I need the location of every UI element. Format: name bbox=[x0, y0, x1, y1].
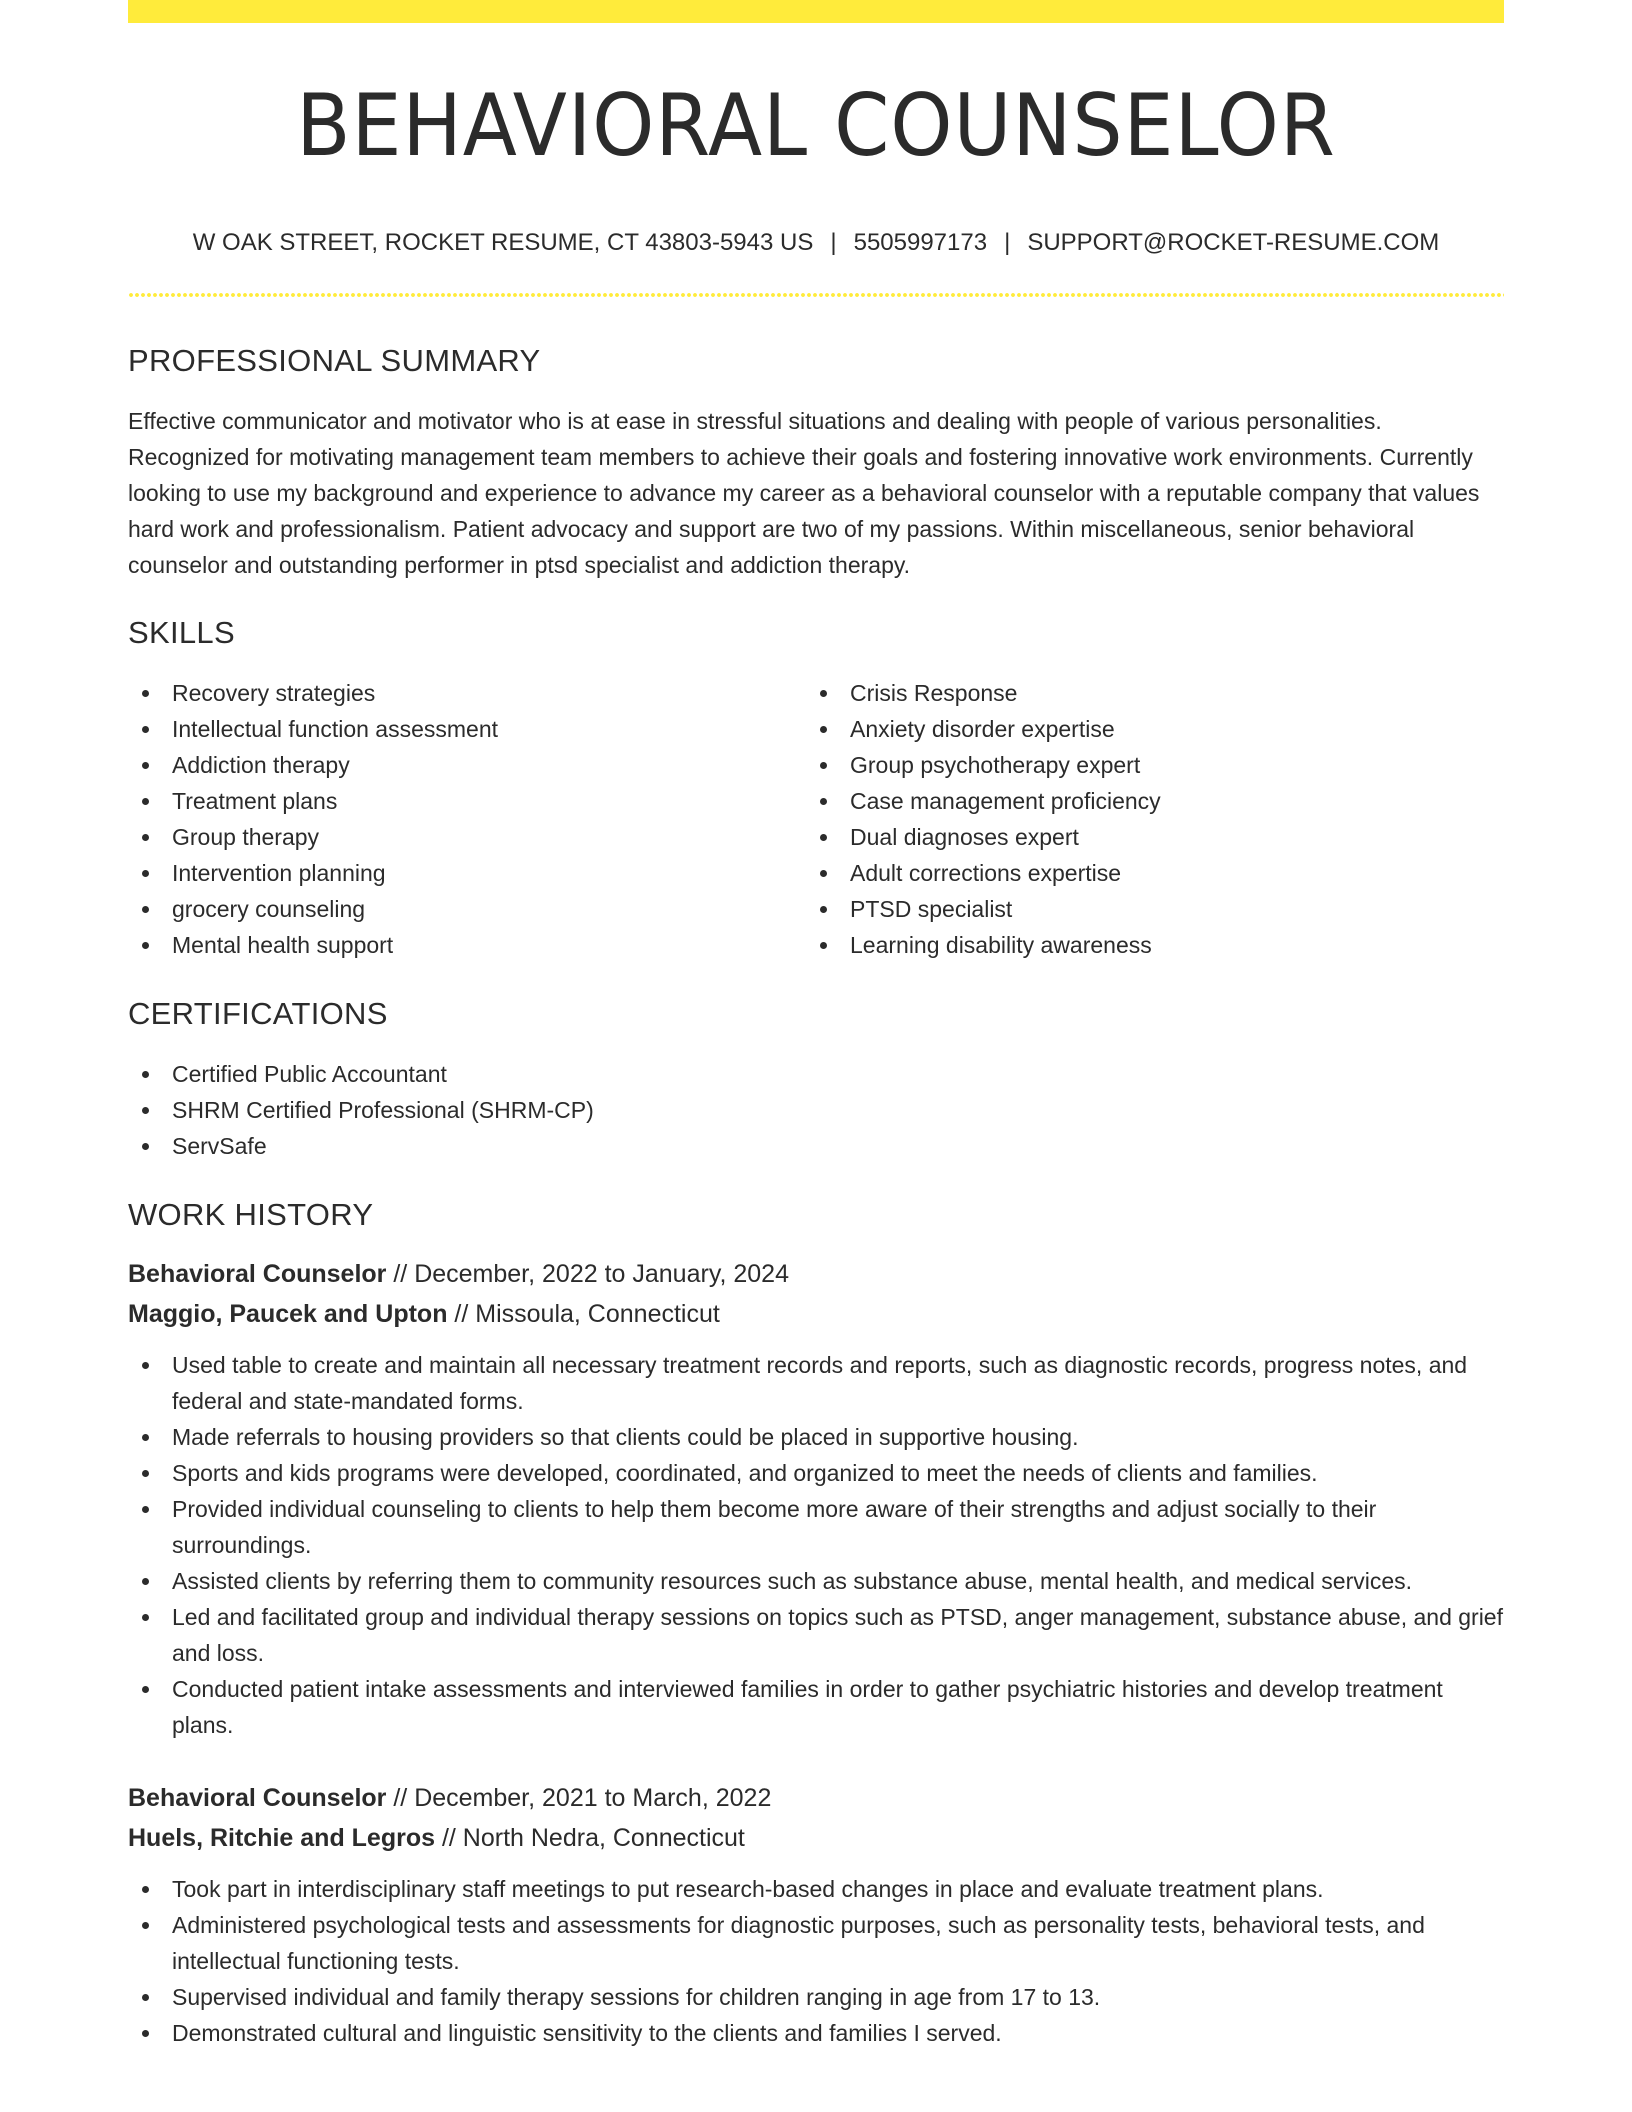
job-company: Maggio, Paucek and Upton bbox=[128, 1300, 448, 1328]
accent-top-bar bbox=[128, 0, 1504, 23]
certification-item: SHRM Certified Professional (SHRM-CP) bbox=[128, 1092, 1504, 1128]
certification-item: Certified Public Accountant bbox=[128, 1056, 1504, 1092]
job-bullet: Administered psychological tests and assessments for diagnostic purposes, such as personality tests, behavioral tests, and intellectual functioning tests. bbox=[128, 1907, 1504, 1979]
contact-email[interactable]: SUPPORT@ROCKET-RESUME.COM bbox=[1027, 229, 1440, 256]
job-bullets bbox=[128, 1347, 1504, 1743]
skills-column-left bbox=[128, 675, 806, 963]
work-history-heading: WORK HISTORY bbox=[128, 1197, 374, 1232]
skill-item: Addiction therapy bbox=[128, 747, 806, 783]
dotted-divider bbox=[128, 293, 1504, 297]
job-role: Behavioral Counselor bbox=[128, 1784, 387, 1812]
job-bullet: Demonstrated cultural and linguistic sensitivity to the clients and families I served. bbox=[128, 2015, 1504, 2051]
job-bullet: Provided individual counseling to clients to help them become more aware of their strengths and adjust socially to their surroundings. bbox=[128, 1491, 1504, 1563]
contact-phone[interactable]: 5505997173 bbox=[853, 229, 988, 256]
skill-item: Case management proficiency bbox=[806, 783, 1484, 819]
job-dates: // December, 2022 to January, 2024 bbox=[386, 1260, 789, 1288]
certifications-list bbox=[128, 1056, 1504, 1164]
contact-line bbox=[128, 231, 1504, 255]
candidate-name: BEHAVIORAL COUNSELOR bbox=[296, 76, 1336, 176]
skill-item: Adult corrections expertise bbox=[806, 855, 1484, 891]
contact-address: W OAK STREET, ROCKET RESUME, CT 43803-5943 US bbox=[192, 229, 814, 256]
contact-separator: | bbox=[1004, 229, 1011, 256]
job-bullets bbox=[128, 1871, 1504, 2051]
job-title-line bbox=[128, 1254, 1504, 1294]
skills-heading: SKILLS bbox=[128, 615, 235, 650]
job-company-line bbox=[128, 1294, 1504, 1334]
skill-item: Group psychotherapy expert bbox=[806, 747, 1484, 783]
job-company-line bbox=[128, 1818, 1504, 1858]
skill-item: Anxiety disorder expertise bbox=[806, 711, 1484, 747]
skill-item: grocery counseling bbox=[128, 891, 806, 927]
skill-item: Treatment plans bbox=[128, 783, 806, 819]
resume-page bbox=[128, 0, 1504, 2051]
skill-item: Crisis Response bbox=[806, 675, 1484, 711]
job-role: Behavioral Counselor bbox=[128, 1260, 387, 1288]
skill-item: Intervention planning bbox=[128, 855, 806, 891]
job-company: Huels, Ritchie and Legros bbox=[128, 1824, 436, 1852]
summary-heading: PROFESSIONAL SUMMARY bbox=[128, 343, 541, 378]
certifications-heading: CERTIFICATIONS bbox=[128, 996, 388, 1031]
skill-item: Intellectual function assessment bbox=[128, 711, 806, 747]
job-bullet: Took part in interdisciplinary staff meetings to put research-based changes in place and evaluate treatment plans. bbox=[128, 1871, 1504, 1907]
summary-text: Effective communicator and motivator who is at ease in stressful situations and dealing with people of various personalities. Recognized for motivating management team members to achieve their goals and fostering innovative work environments. Currently looking to use my background and experience to advance my career as a behavioral counselor with a reputable company that values hard work and professionalism. Patient advocacy and support are two of my passions. Within miscellaneous, senior behavioral counselor and outstanding performer in ptsd specialist and addiction therapy. bbox=[128, 408, 1480, 578]
skill-item: Recovery strategies bbox=[128, 675, 806, 711]
job-location: // Missoula, Connecticut bbox=[447, 1300, 720, 1328]
contact-separator: | bbox=[830, 229, 837, 256]
skills-column-right bbox=[806, 675, 1484, 963]
job-dates: // December, 2021 to March, 2022 bbox=[386, 1784, 772, 1812]
skills-grid bbox=[128, 675, 1504, 963]
job-bullet: Used table to create and maintain all necessary treatment records and reports, such as diagnostic records, progress notes, and federal and state-mandated forms. bbox=[128, 1347, 1504, 1419]
certification-item: ServSafe bbox=[128, 1128, 1504, 1164]
skill-item: Learning disability awareness bbox=[806, 927, 1484, 963]
skill-item: PTSD specialist bbox=[806, 891, 1484, 927]
job-bullet: Made referrals to housing providers so that clients could be placed in supportive housing. bbox=[128, 1419, 1504, 1455]
job-bullet: Conducted patient intake assessments and interviewed families in order to gather psychiatric histories and develop treatment plans. bbox=[128, 1671, 1504, 1743]
skill-item: Mental health support bbox=[128, 927, 806, 963]
job-bullet: Assisted clients by referring them to community resources such as substance abuse, mental health, and medical services. bbox=[128, 1563, 1504, 1599]
job-bullet: Led and facilitated group and individual therapy sessions on topics such as PTSD, anger management, substance abuse, and grief and loss. bbox=[128, 1599, 1504, 1671]
skill-item: Dual diagnoses expert bbox=[806, 819, 1484, 855]
skill-item: Group therapy bbox=[128, 819, 806, 855]
job-bullet: Supervised individual and family therapy sessions for children ranging in age from 17 to 13. bbox=[128, 1979, 1504, 2015]
job-bullet: Sports and kids programs were developed, coordinated, and organized to meet the needs of clients and families. bbox=[128, 1455, 1504, 1491]
job-title-line bbox=[128, 1778, 1504, 1818]
job-location: // North Nedra, Connecticut bbox=[435, 1824, 745, 1852]
